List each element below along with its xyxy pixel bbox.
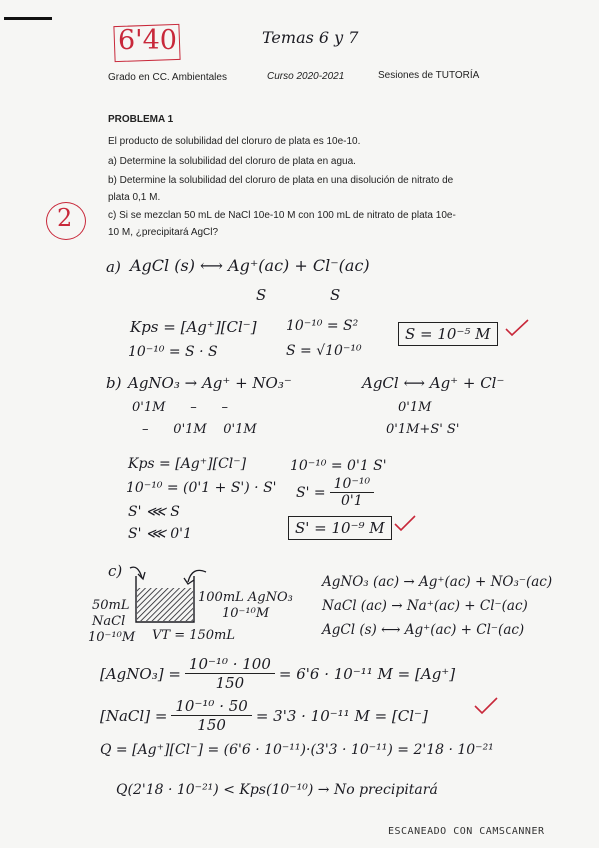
fraction <box>171 698 251 734</box>
part-c-total-volume: VT = 150mL <box>152 628 235 643</box>
part-b-equilibrium-final: 0'1M+S' S' <box>386 422 460 437</box>
part-b-kps-substitution: 10⁻¹⁰ = (0'1 + S') · S' <box>126 480 277 496</box>
fraction-denominator: 0'1 <box>341 493 363 510</box>
part-b-approximation-1: S' ⋘ S <box>128 504 180 520</box>
part-b-kps: Kps = [Ag⁺][Cl⁻] <box>128 456 247 472</box>
part-a-s1: S <box>256 286 267 304</box>
part-b-approximation-2: S' ⋘ 0'1 <box>128 526 192 542</box>
score-text: 2 <box>57 204 73 232</box>
part-c-agno3-rhs: = 6'6 · 10⁻¹¹ M = [Ag⁺] <box>278 665 456 684</box>
fraction <box>330 476 374 510</box>
part-a-label: a) <box>106 258 121 276</box>
part-b-label: b) <box>106 374 122 392</box>
fraction-denominator: 150 <box>215 674 245 693</box>
part-a-kps-substitution: 10⁻¹⁰ = S · S <box>128 344 218 360</box>
grade-text: 6'40 <box>118 25 177 56</box>
part-c-agno3-lhs: [AgNO₃] = <box>100 665 181 684</box>
question-b-line1: b) Determine la solubilidad del cloruro de plata en una disolución de nitrato de <box>108 175 454 186</box>
part-c-conclusion: Q(2'18 · 10⁻²¹) < Kps(10⁻¹⁰) → No precipitará <box>116 782 438 798</box>
question-c-line1: c) Si se mezclan 50 mL de NaCl 10e-10 M con 100 mL de nitrato de plata 10e- <box>108 210 456 221</box>
part-a-s-squared: 10⁻¹⁰ = S² <box>286 318 359 334</box>
topic-title: Temas 6 y 7 <box>262 28 359 47</box>
part-b-s-fraction <box>296 476 378 510</box>
checkmark-icon <box>474 696 498 716</box>
part-c-left-solution: NaCl <box>92 614 126 629</box>
part-a-s-root: S = √10⁻¹⁰ <box>286 343 362 359</box>
part-c-left-concentration: 10⁻¹⁰M <box>88 630 136 645</box>
fraction-numerator: 10⁻¹⁰ · 100 <box>185 656 275 674</box>
part-a-kps: Kps = [Ag⁺][Cl⁻] <box>130 318 257 336</box>
part-c-reaction-2: NaCl (ac) → Na⁺(ac) + Cl⁻(ac) <box>322 598 528 614</box>
part-b-dissociation: AgNO₃ → Ag⁺ + NO₃⁻ <box>128 374 292 392</box>
course-label: Curso 2020-2021 <box>267 71 345 82</box>
problem-intro: El producto de solubilidad del cloruro de plata es 10e-10. <box>108 136 361 147</box>
part-a-result: S = 10⁻⁵ M <box>398 322 498 346</box>
fraction-numerator: 10⁻¹⁰ <box>330 476 374 493</box>
question-a: a) Determine la solubilidad del cloruro de plata en agua. <box>108 156 356 167</box>
part-c-right-concentration: 10⁻¹⁰M <box>222 606 270 621</box>
part-c-right-volume: 100mL AgNO₃ <box>198 590 293 605</box>
question-c-line2: 10 M, ¿precipitará AgCl? <box>108 227 219 238</box>
scanner-footer: ESCANEADO CON CAMSCANNER <box>388 826 545 837</box>
part-c-nacl-concentration <box>100 698 428 734</box>
checkmark-icon <box>394 514 416 532</box>
part-c-reaction-3: AgCl (s) ⟷ Ag⁺(ac) + Cl⁻(ac) <box>322 622 525 638</box>
part-b-dissociation-final: – 0'1M 0'1M <box>142 422 257 437</box>
part-b-equilibrium: AgCl ⟷ Ag⁺ + Cl⁻ <box>362 374 505 392</box>
part-b-equilibrium-initial: 0'1M <box>398 400 432 415</box>
question-b-line2: plata 0,1 M. <box>108 192 161 203</box>
checkmark-icon <box>505 318 529 338</box>
session-label: Sesiones de TUTORÍA <box>378 70 480 81</box>
degree-label: Grado en CC. Ambientales <box>108 72 227 83</box>
part-c-agno3-concentration <box>100 656 455 692</box>
part-b-simplified: 10⁻¹⁰ = 0'1 S' <box>290 458 387 474</box>
part-c-nacl-rhs: = 3'3 · 10⁻¹¹ M = [Cl⁻] <box>255 707 428 726</box>
part-c-left-volume: 50mL <box>92 598 130 613</box>
part-c-nacl-lhs: [NaCl] = <box>100 707 168 726</box>
part-b-result: S' = 10⁻⁹ M <box>288 516 392 540</box>
part-a-equation: AgCl (s) ⟷ Ag⁺(ac) + Cl⁻(ac) <box>130 256 370 275</box>
part-c-q-calculation: Q = [Ag⁺][Cl⁻] = (6'6 · 10⁻¹¹)·(3'3 · 10⁻¹¹) = 2'18 · 10⁻²¹ <box>100 742 494 758</box>
part-c-reaction-1: AgNO₃ (ac) → Ag⁺(ac) + NO₃⁻(ac) <box>322 574 553 590</box>
part-a-s2: S <box>330 286 341 304</box>
fraction <box>185 656 275 692</box>
part-c-label: c) <box>108 562 123 580</box>
problem-title: PROBLEMA 1 <box>108 114 174 125</box>
fraction-numerator: 10⁻¹⁰ · 50 <box>171 698 251 716</box>
fraction-denominator: 150 <box>197 716 226 735</box>
scan-mark <box>4 17 52 20</box>
part-b-s-prefix: S' = <box>296 484 326 501</box>
part-b-dissociation-initial: 0'1M – – <box>132 400 229 415</box>
